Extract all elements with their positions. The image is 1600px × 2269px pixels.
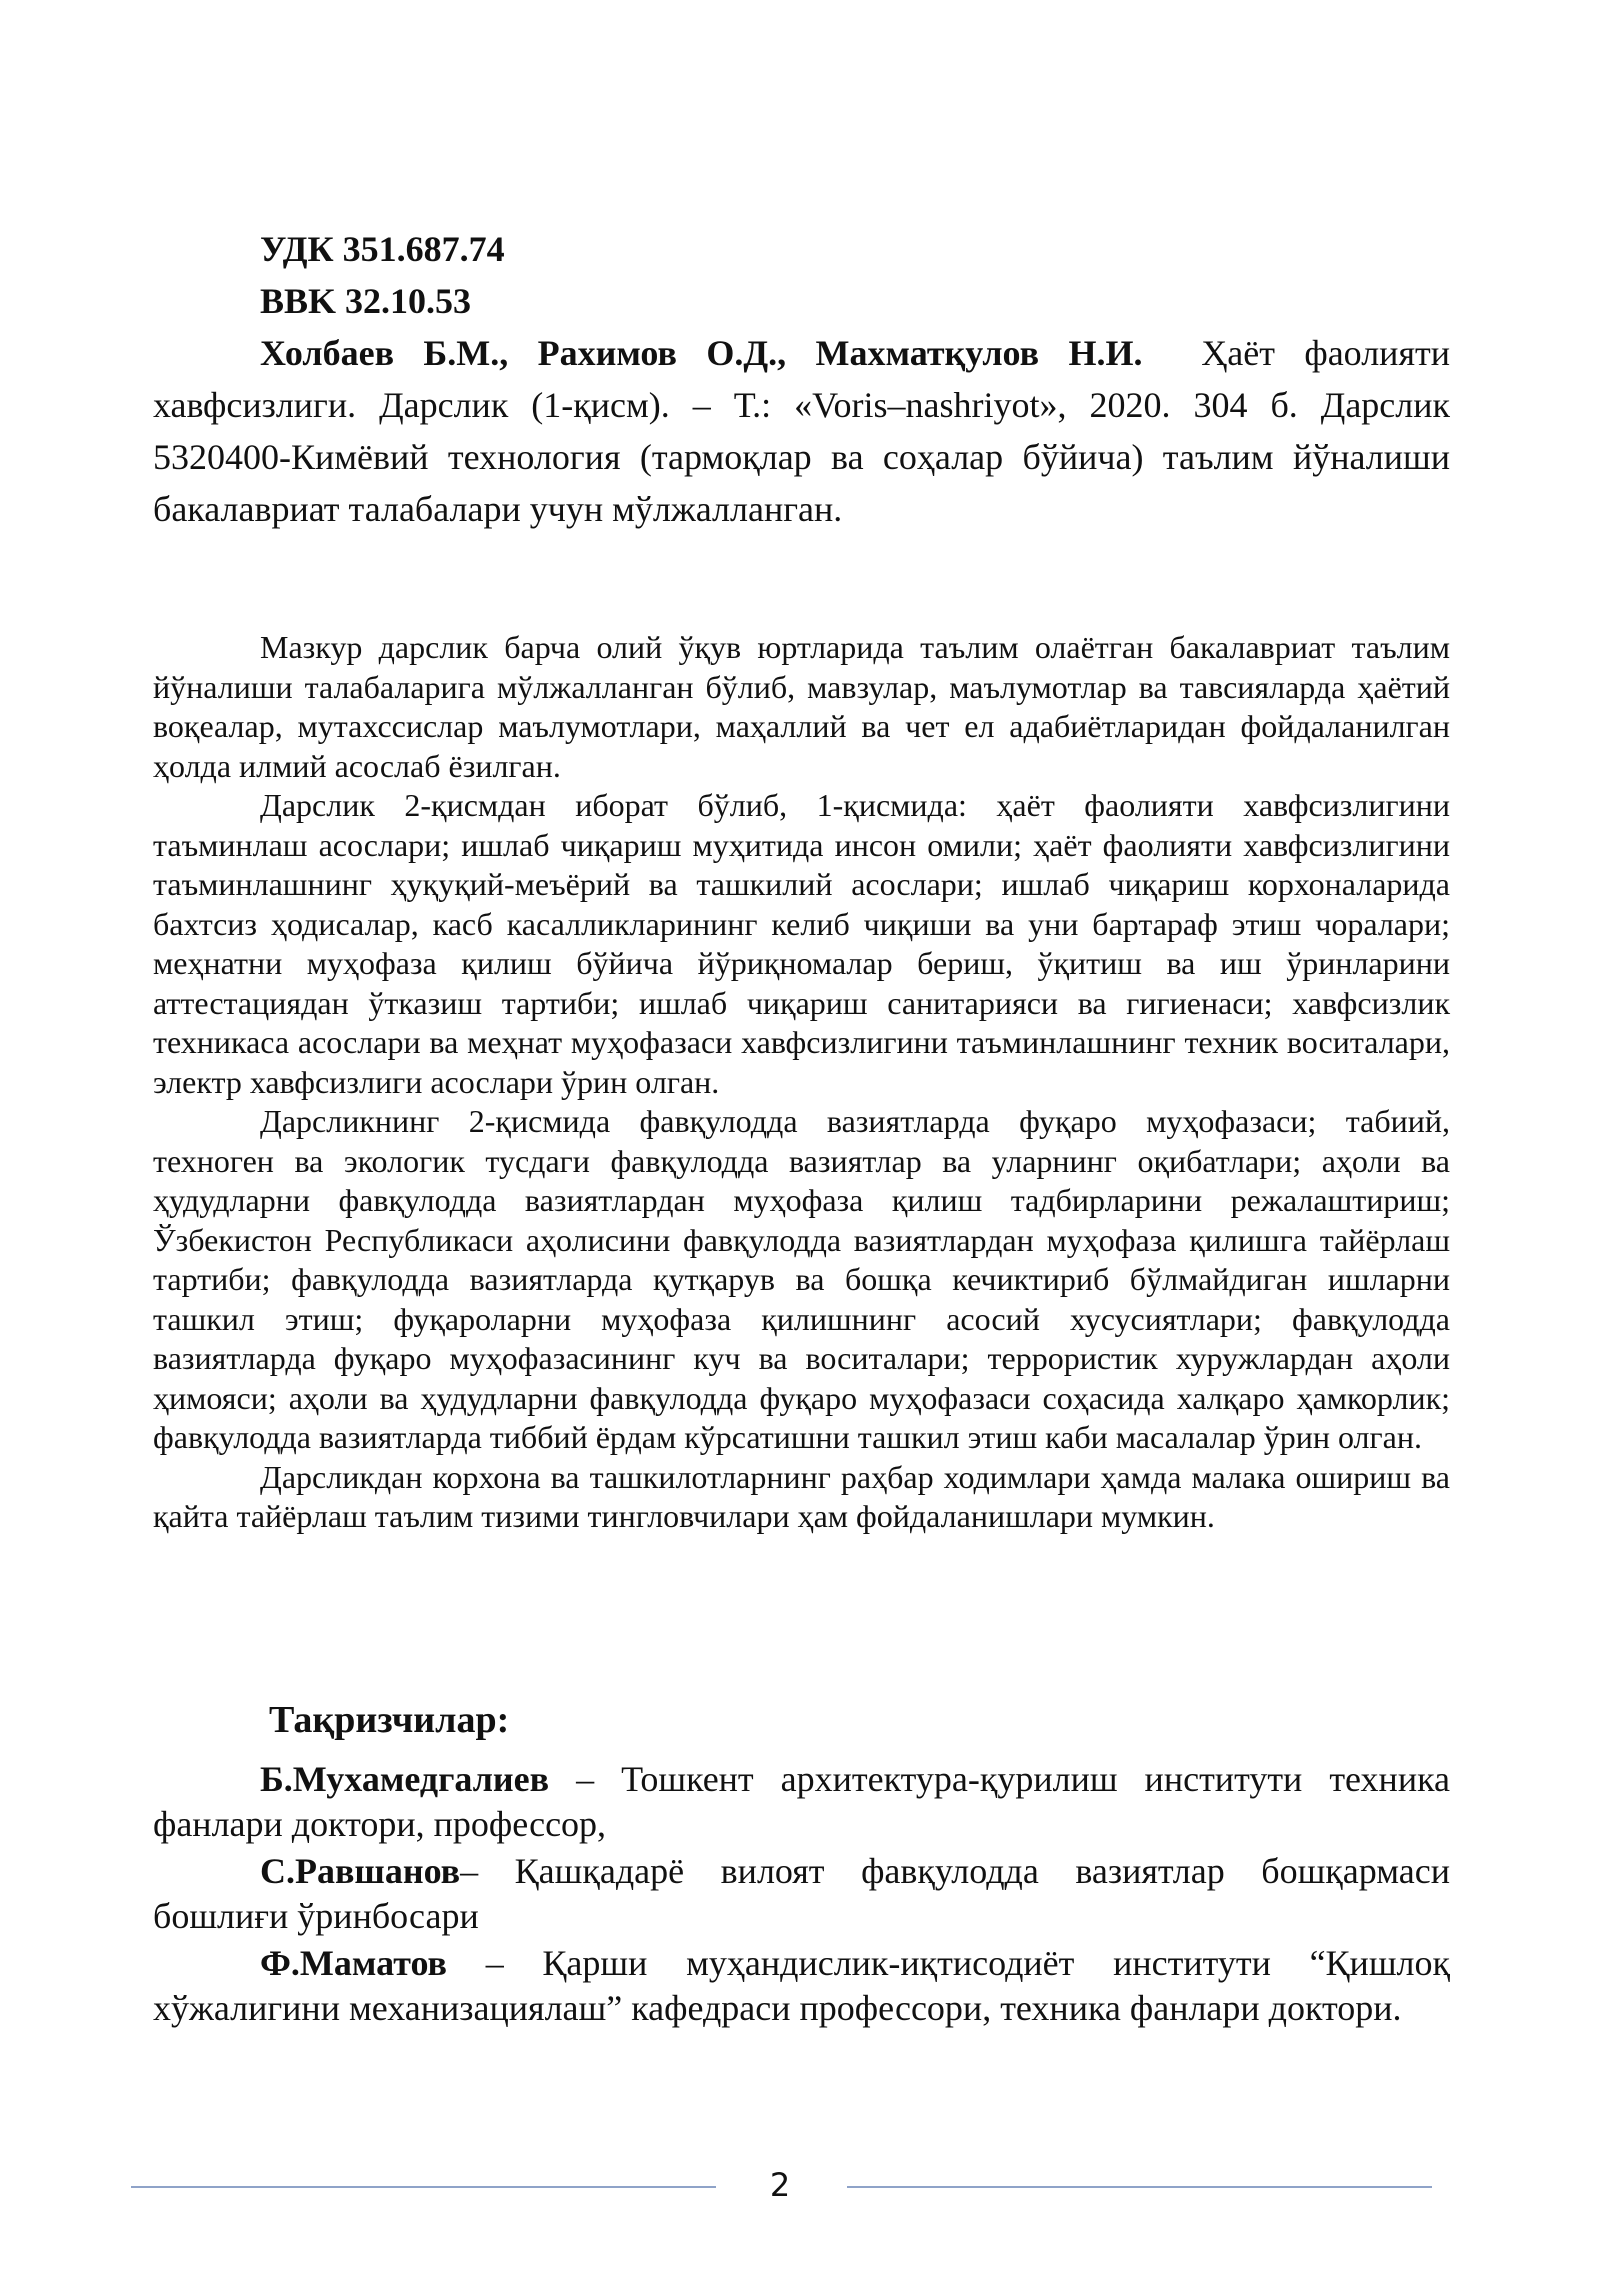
bibliographic-description [153, 327, 1450, 535]
annotation-paragraph: Дарсликдан корхона ва ташкилотларнинг раҳбар ходимлари ҳамда малака ошириш ва қайта тайёрлаш таълим тизими тингловчилари ҳам фойдаланишлари мумкин. [153, 1458, 1450, 1534]
reviewer-description: Тошкент архитектура-қурилиш институти техника фанлари доктори, профессор, [153, 1759, 1451, 1844]
reviewer-description: Қарши муҳандислик-иқтисодиёт институти “Қишлоқ хўжалигини механизациялаш” кафедраси профессори, техника фанлари доктори. [153, 1943, 1450, 2028]
annotation-paragraph: Дарсликнинг 2-қисмида фавқулодда вазиятларда фуқаро муҳофазаси; табиий, техноген ва экологик тусдаги фавқулодда вазиятлар ва уларнинг оқибатлари; аҳоли ва ҳудудларни фавқулодда вазиятлардан муҳофаза қилиш тадбирларини режалаштириш; Ўзбекистон Республикаси аҳолисини фавқулодда вазиятлардан муҳофаза қилишга тайёрлаш тартиби; фавқулодда вазиятларда қутқарув ва бошқа кечиктириб бўлмайдиган ишларни ташкил этиш; фуқароларни муҳофаза қилишнинг асосий хусусиятлари; фавқулодда вазиятларда фуқаро муҳофазасининг куч ва воситалари; террористик хуружлардан аҳоли ҳимояси; аҳоли ва ҳудудларни фавқулодда фуқаро муҳофазаси соҳасида халқаро ҳамкорлик; фавқулодда вазиятларда тиббий ёрдам кўрсатишни ташкил этиш каби масалалар ўрин олган. [153, 1103, 1450, 1455]
reviewer-entry [153, 1757, 1450, 1847]
classification-codes [153, 223, 1450, 327]
reviewer-separator: – [549, 1759, 622, 1799]
udk-code: УДК 351.687.74 [260, 229, 505, 269]
book-description: Ҳаёт фаолияти хавфсизлиги. Дарслик (1-қисм). – Т.: «Voris–nashriyot», 2020. 304 б. Дарслик 5320400-Кимёвий технология (тармоқлар ва соҳалар бўйича) таълим йўналиши бакалавриат талабалари учун мўлжалланган. [153, 333, 1450, 529]
annotation-paragraph: Мазкур дарслик барча олий ўқув юртларида таълим олаётган бакалавриат таълим йўналиши талабаларига мўлжалланган бўлиб, мавзулар, маълумотлар ва тавсияларда ҳаётий воқеалар, мутахссислар маълумотлари, маҳаллий ва чет ел адабиётларидан фойдаланилган ҳолда илмий асослаб ёзилган. [153, 629, 1450, 784]
reviewer-separator: – [460, 1851, 515, 1891]
annotation-paragraph: Дарслик 2-қисмдан иборат бўлиб, 1-қисмида: ҳаёт фаолияти хавфсизлигини таъминлаш асослари; ишлаб чиқариш муҳитида инсон омили; ҳаёт фаолияти хавфсизлигини таъминлашнинг ҳуқуқий-меъёрий ва ташкилий асослари; ишлаб чиқариш корхоналарида бахтсиз ҳодисалар, касб касалликларининг келиб чиқиши ва уни бартараф этиш чоралари; меҳнатни муҳофаза қилиш бўйича йўриқномалар бериш, ўқитиш ва иш ўринларини аттестациядан ўтказиш тартиби; ишлаб чиқариш санитарияси ва гигиенаси; хавфсизлик техникаса асослари ва меҳнат муҳофазаси хавфсизлигини таъминлашнинг техник воситалари, электр хавфсизлиги асослари ўрин олган. [153, 787, 1450, 1100]
reviewer-item [153, 1941, 1450, 2031]
authors: Холбаев Б.М., Рахимов О.Д., Махматқулов Н.И. [260, 333, 1143, 373]
reviewers-heading: Тақризчилар: [269, 1699, 510, 1741]
reviewer-name: Ф.Маматов [260, 1943, 447, 1983]
annotation [153, 628, 1450, 1537]
reviewer-item [153, 1849, 1450, 1939]
footer-rule-left [131, 2186, 716, 2188]
reviewer-entry [153, 1941, 1450, 2031]
page-number: 2 [769, 2166, 791, 2204]
bibliographic-entry [153, 327, 1450, 535]
reviewers-section [153, 1694, 1450, 1746]
reviewer-item [153, 1757, 1450, 1847]
reviewer-description: Қашқадарё вилоят фавқулодда вазиятлар бошқармаси бошлиғи ўринбосари [153, 1851, 1450, 1936]
reviewer-name: С.Равшанов [260, 1851, 461, 1891]
reviewer-entry [153, 1849, 1450, 1939]
bbk-code: BBK 32.10.53 [260, 281, 472, 321]
reviewer-separator: – [447, 1943, 543, 1983]
footer-rule-right [847, 2186, 1432, 2188]
reviewer-name: Б.Мухамедгалиев [260, 1759, 550, 1799]
